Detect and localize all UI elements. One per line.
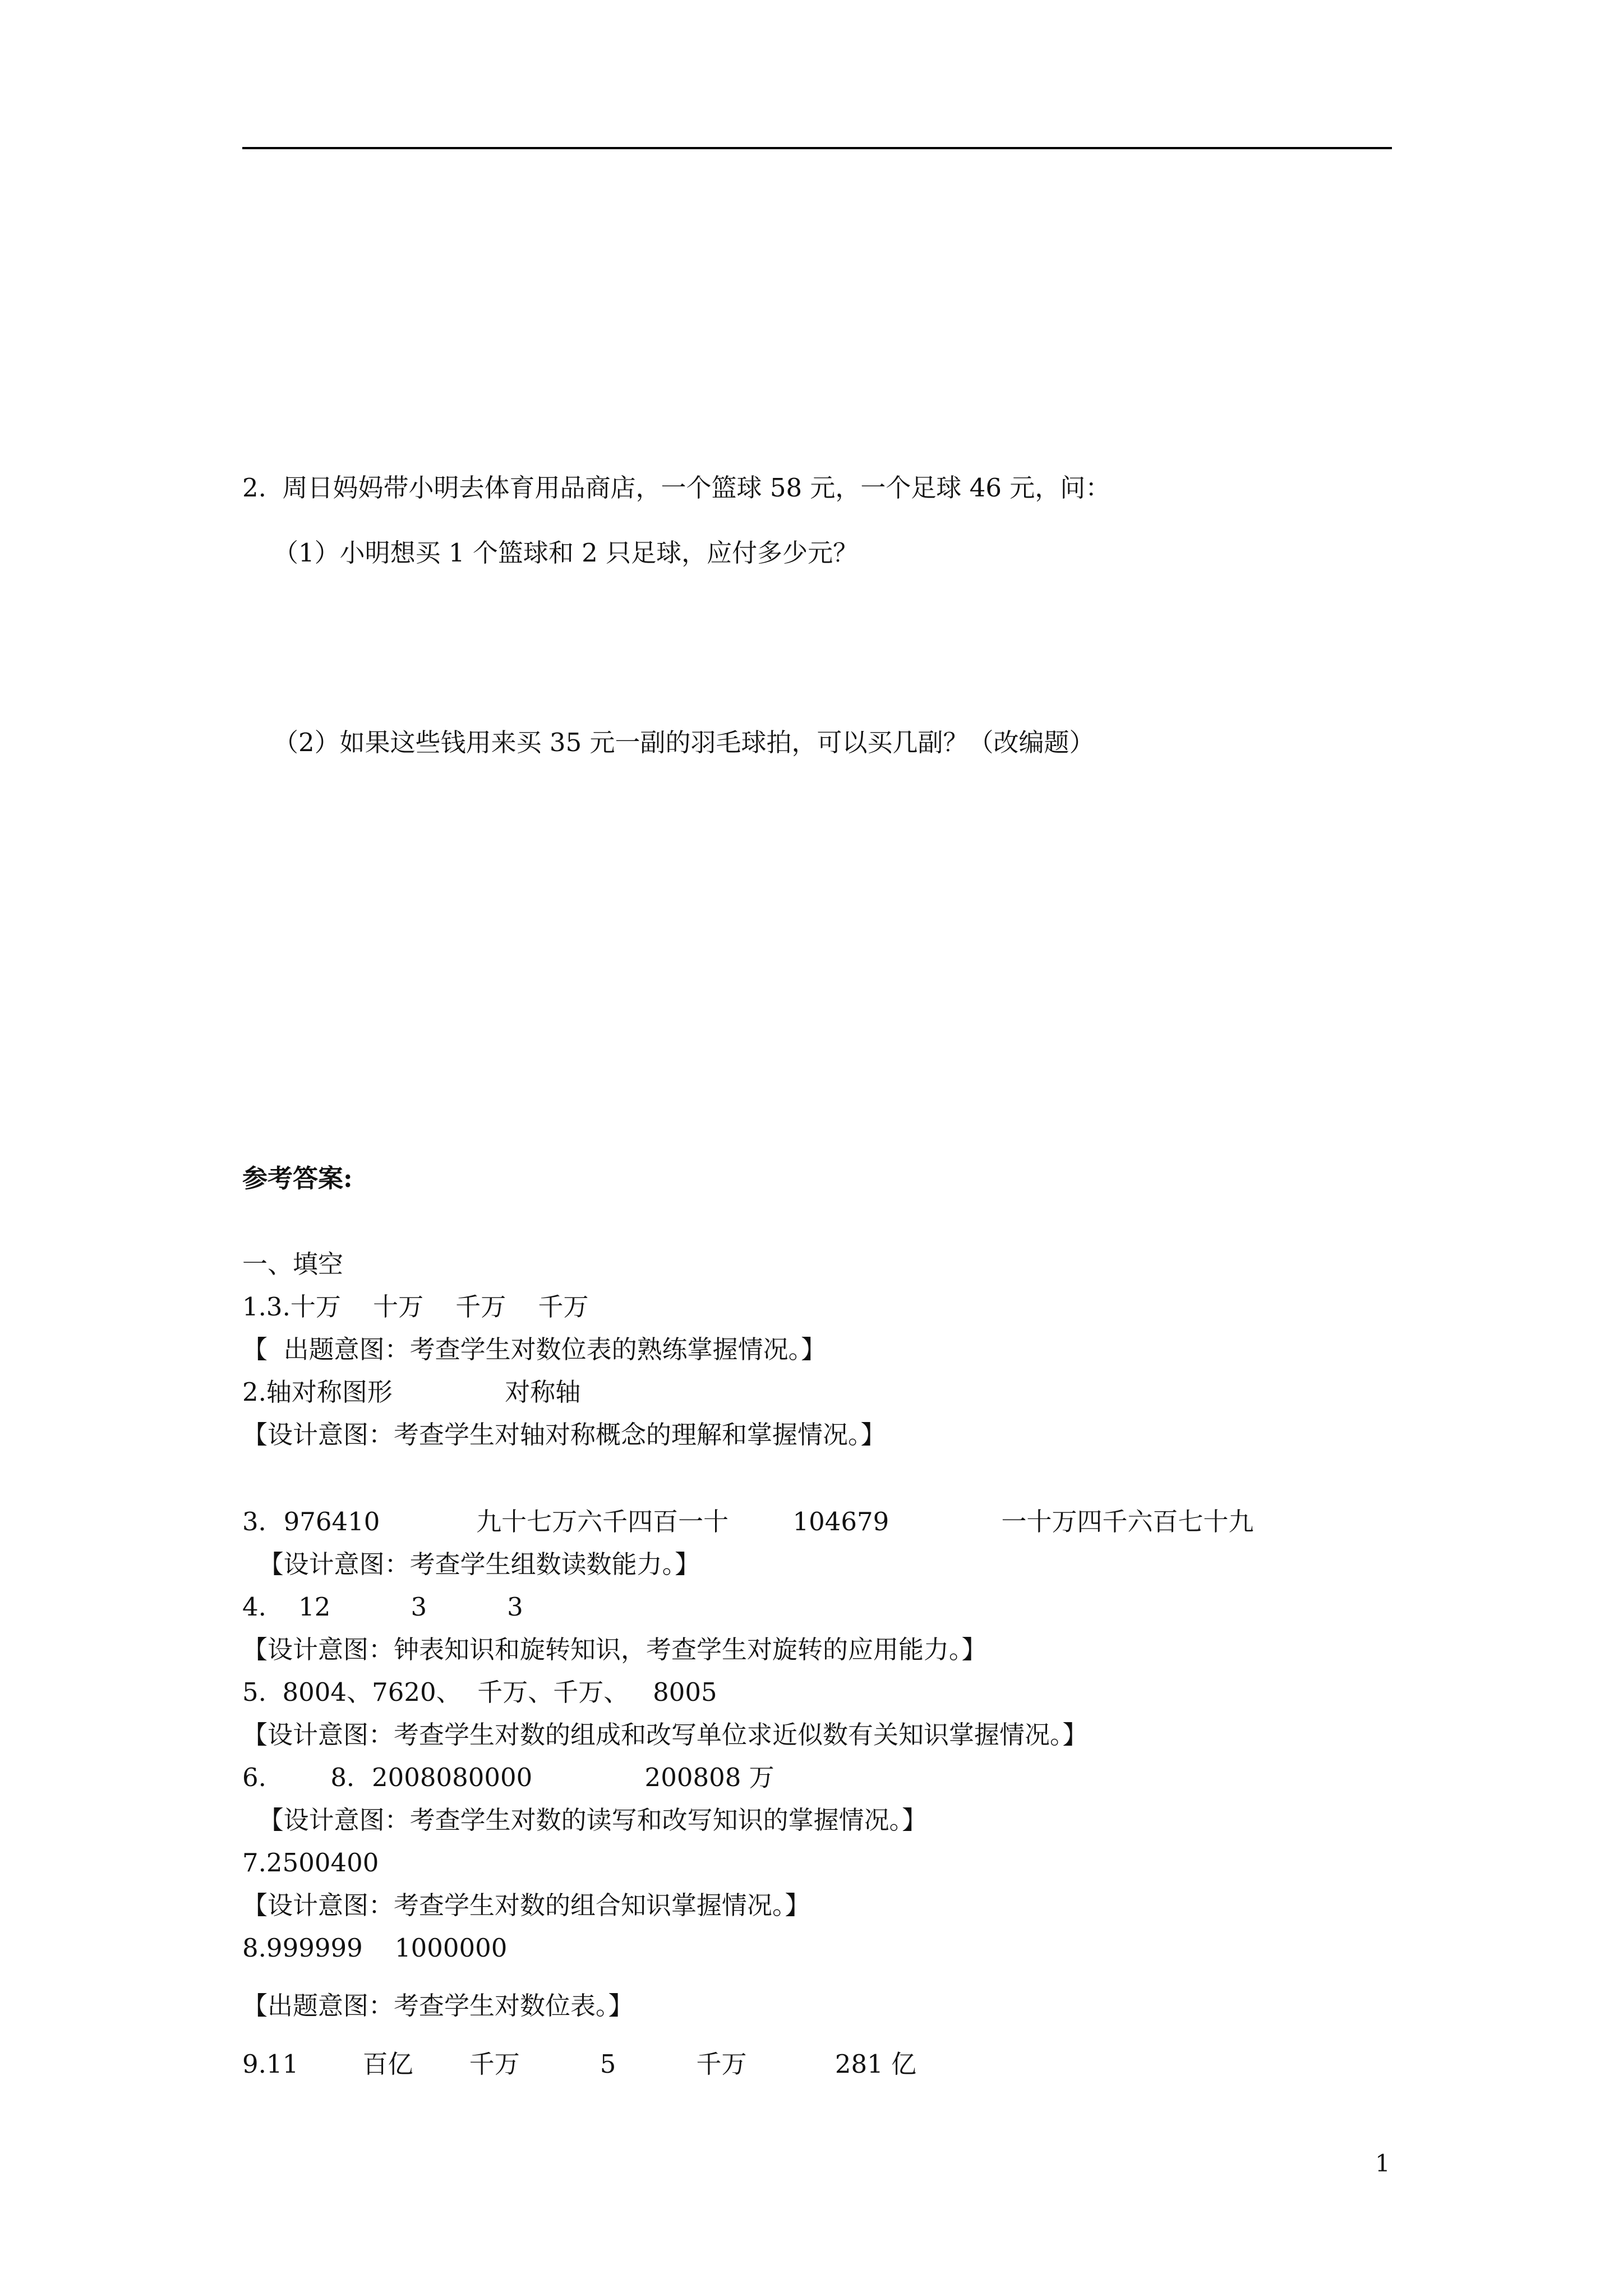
answer-1-intent: 【 出题意图：考查学生对数位表的熟练掌握情况。】 (242, 1335, 827, 1364)
answer-1: 1.3.十万 十万 千万 千万 (242, 1292, 589, 1322)
answer-3: 3．976410 九十七万六千四百一十 104679 一十万四千六百七十九 (242, 1507, 1254, 1536)
answer-7: 7.2500400 (242, 1848, 379, 1878)
answer-8-intent: 【出题意图：考查学生对数位表。】 (242, 1991, 634, 2021)
question-2-part-1: （1）小明想买 1 个篮球和 2 只足球，应付多少元？ (273, 538, 859, 568)
answers-section-title: 一、填空 (242, 1249, 344, 1279)
question-2-stem: 2. 周日妈妈带小明去体育用品商店，一个篮球 58 元，一个足球 46 元，问： (242, 473, 1111, 503)
answer-2-intent: 【设计意图：考查学生对轴对称概念的理解和掌握情况。】 (242, 1420, 886, 1450)
header-rule (242, 147, 1392, 149)
answer-9: 9.11 百亿 千万 5 千万 281 亿 (242, 2049, 917, 2079)
page-number: 1 (1375, 2150, 1390, 2177)
answer-4: 4. 12 3 3 (242, 1592, 523, 1622)
answers-heading: 参考答案: (242, 1163, 353, 1193)
answer-4-intent: 【设计意图：钟表知识和旋转知识，考查学生对旋转的应用能力。】 (242, 1635, 987, 1664)
answer-5-intent: 【设计意图：考查学生对数的组成和改写单位求近似数有关知识掌握情况。】 (242, 1720, 1088, 1750)
answer-6-intent: 【设计意图：考查学生对数的读写和改写知识的掌握情况。】 (242, 1805, 928, 1835)
answer-6: 6. 8．2008080000 200808 万 (242, 1763, 774, 1792)
answer-8: 8.999999 1000000 (242, 1933, 508, 1963)
answer-7-intent: 【设计意图：考查学生对数的组合知识掌握情况。】 (242, 1890, 810, 1920)
answer-5: 5. 8004、7620、 千万、千万、 8005 (242, 1677, 717, 1707)
answer-2: 2.轴对称图形 对称轴 (242, 1377, 581, 1407)
question-2-part-2: （2）如果这些钱用来买 35 元一副的羽毛球拍，可以买几副？（改编题） (273, 728, 1095, 757)
answer-3-intent: 【设计意图：考查学生组数读数能力。】 (242, 1549, 700, 1579)
